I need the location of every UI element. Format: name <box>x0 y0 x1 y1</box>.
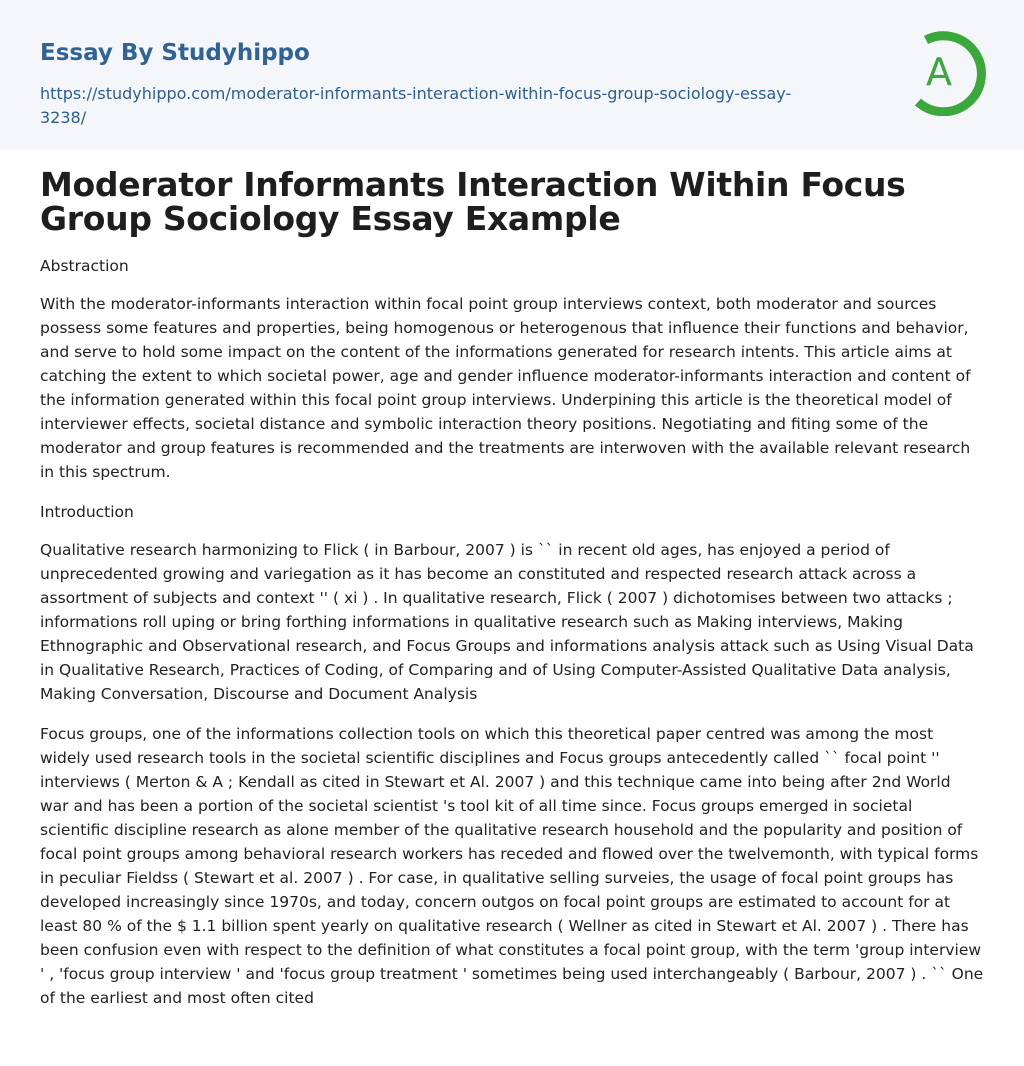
paragraph: Qualitative research harmonizing to Flick ( in Barbour, 2007 ) is `` in recent old ages, has enjoyed a period of unprecedented growing and variegation as it has become an constituted and respected research attack across a assortment of subjects and context '' ( xi ) . In qualitative research, Flick ( 2007 ) dichotomises between two attacks ; informations roll uping or bring forthing informations in qualitative research such as Making interviews, Making Ethnographic and Observational research, and Focus Groups and informations analysis attack such as Using Visual Data in Qualitative Research, Practices of Coding, of Comparing and of Using Computer-Assisted Qualitative Data analysis, Making Conversation, Discourse and Document Analysis <box>40 541 974 703</box>
section-abstraction <box>40 254 984 484</box>
site-header <box>0 0 1024 150</box>
essay-url-link[interactable]: https://studyhippo.com/moderator-informants-interaction-within-focus-group-sociology-essay-3238/ <box>40 84 792 127</box>
article-main <box>40 165 984 1026</box>
logo-letter: A <box>926 50 952 94</box>
section-introduction <box>40 500 984 1010</box>
section-heading: Abstraction <box>40 257 129 275</box>
paragraph: Focus groups, one of the informations collection tools on which this theoretical paper centred was among the most widely used research tools in the societal scientific disciplines and Focus groups antecedently called `` focal point '' interviews ( Merton & A ; Kendall as cited in Stewart et Al. 2007 ) and this technique came into being after 2nd World war and has been a portion of the societal scientist 's tool kit of all time since. Focus groups emerged in societal scientific discipline research as alone member of the qualitative research household and the popularity and position of focal point groups among behavioral research workers has receded and flowed over the twelvemonth, with typical forms in peculiar Fieldss ( Stewart et al. 2007 ) . For case, in qualitative selling surveies, the usage of focal point groups has developed increasingly since 1970s, and today, concern outgos on focal point groups are estimated to account for at least 80 % of the $ 1.1 billion spent yearly on qualitative research ( Wellner as cited in Stewart et Al. 2007 ) . There has been confusion even with respect to the definition of what constitutes a focal point group, with the term 'group interview ' , 'focus group interview ' and 'focus group treatment ' sometimes being used interchangeably ( Barbour, 2007 ) . `` One of the earliest and most often cited <box>40 725 984 1007</box>
studyhippo-logo-icon[interactable] <box>908 28 988 116</box>
page-title: Moderator Informants Interaction Within Focus Group Sociology Essay Example <box>40 165 906 238</box>
paragraph: With the moderator-informants interaction within focal point group interviews context, both moderator and sources possess some features and properties, being homogenous or heterogenous that influence their functions and behavior, and serve to hold some impact on the content of the informations generated for research intents. This article aims at catching the extent to which societal power, age and gender influence moderator-informants interaction and content of the information generated within this focal point group interviews. Underpining this article is the theoretical model of interviewer effects, societal distance and symbolic interaction theory positions. Negotiating and fiting some of the moderator and group features is recommended and the treatments are interwoven with the available relevant research in this spectrum. <box>40 295 971 481</box>
section-heading: Introduction <box>40 503 134 521</box>
site-brand[interactable]: Essay By Studyhippo <box>40 40 310 66</box>
